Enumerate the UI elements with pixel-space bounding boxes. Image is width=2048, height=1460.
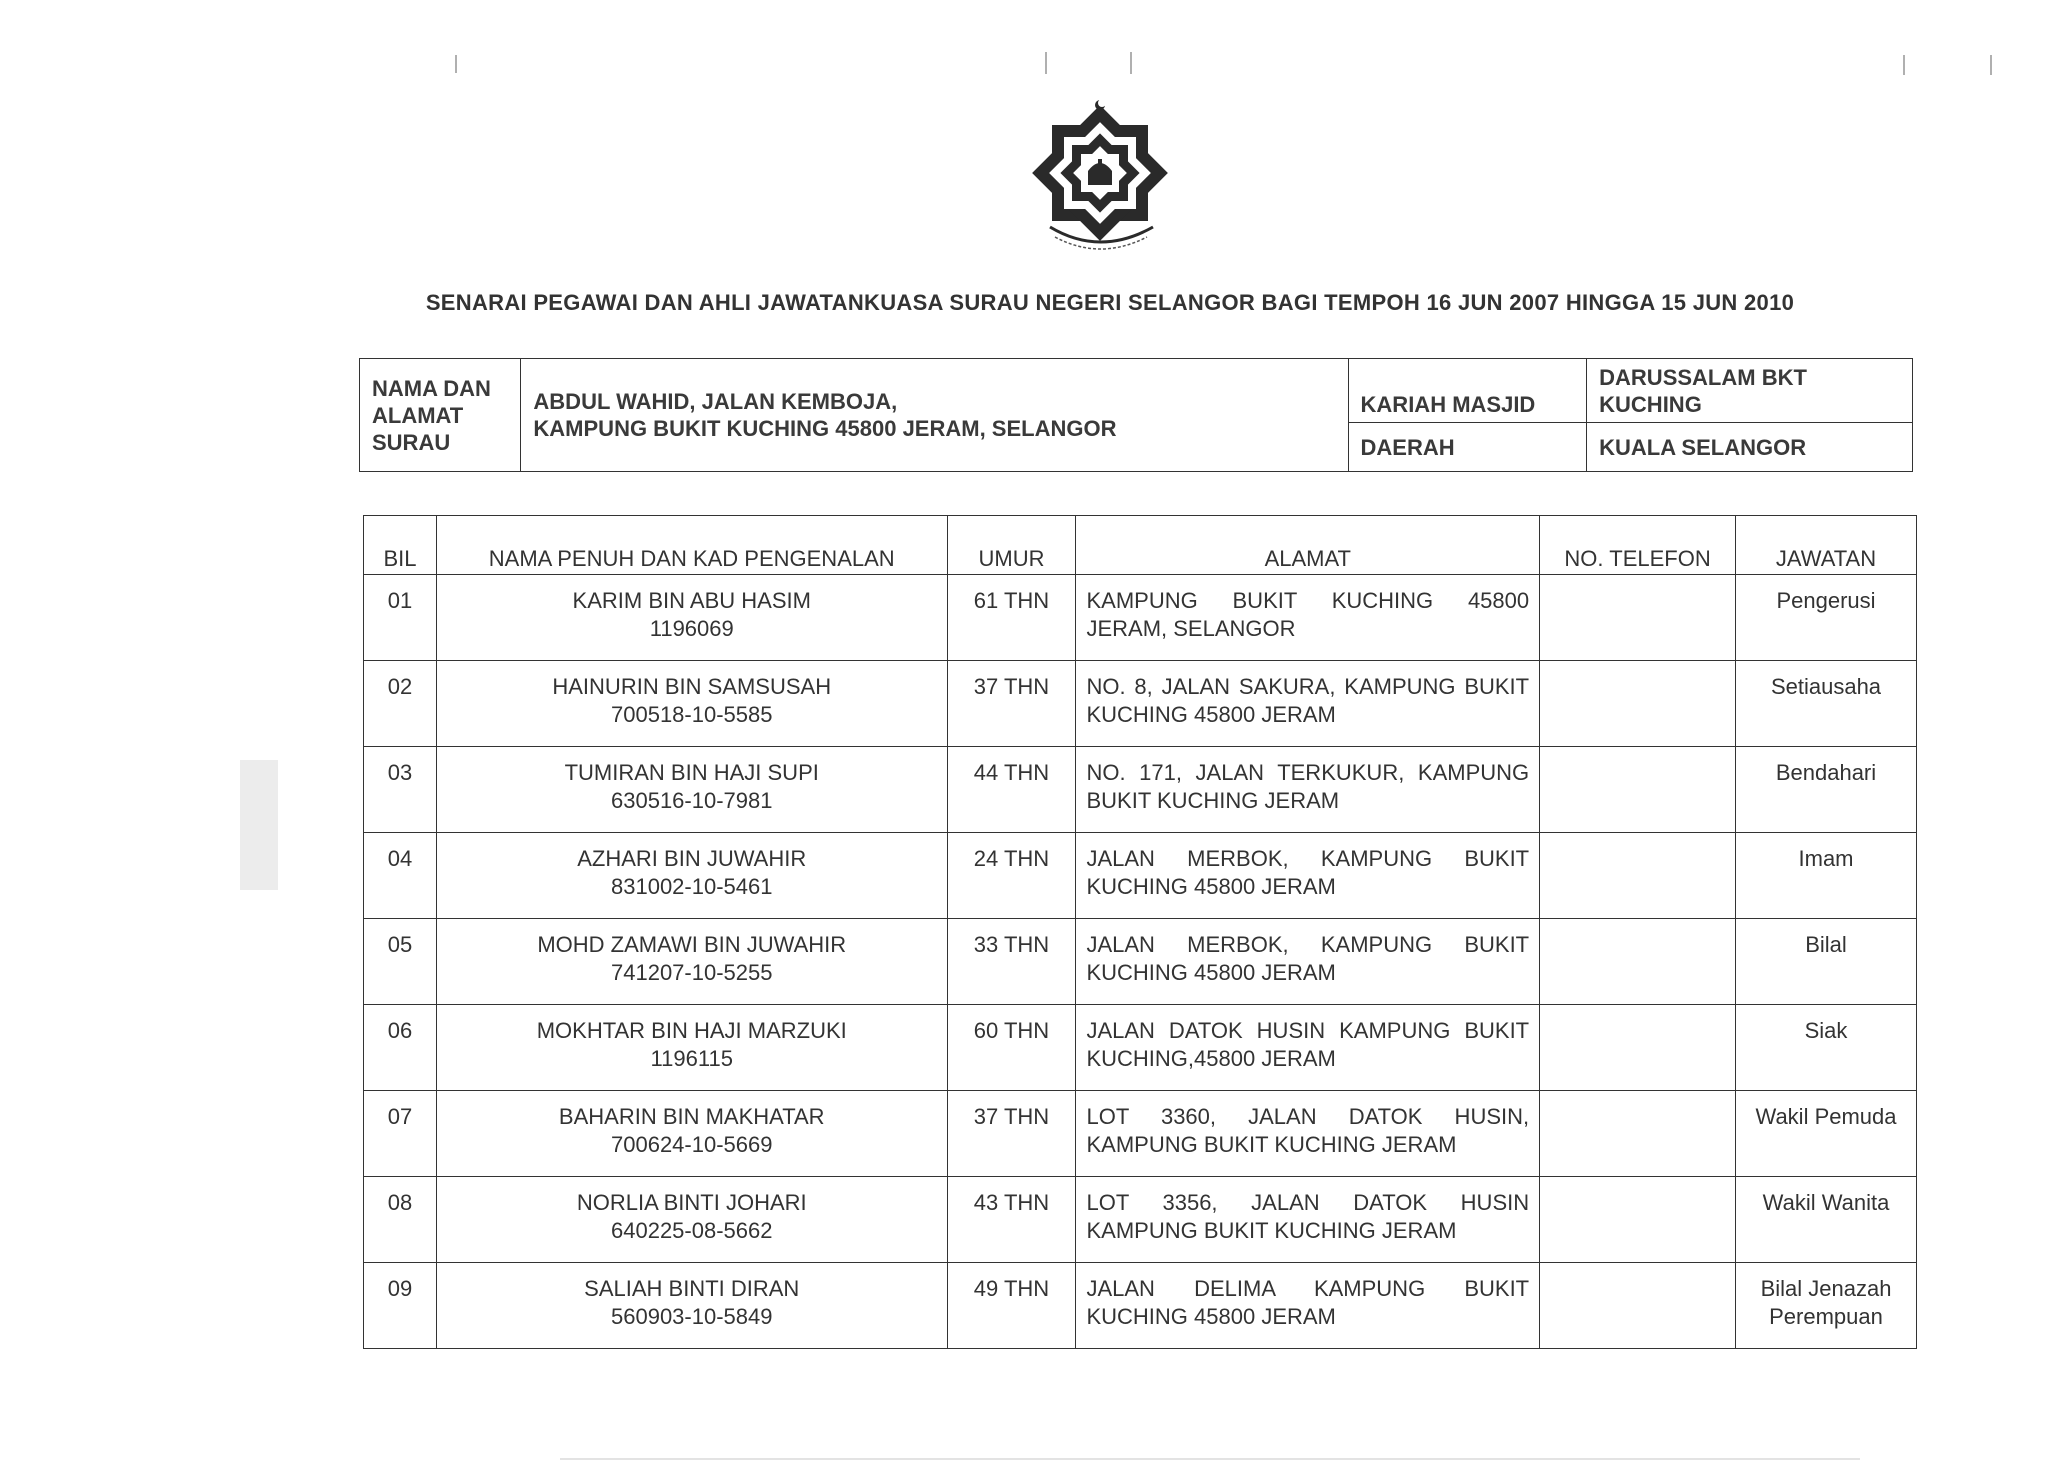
table-row [364,833,1917,919]
cell-jawatan: Siak [1736,1005,1917,1091]
cell-umur: 61 THN [947,575,1076,661]
cell-alamat: JALAN MERBOK, KAMPUNG BUKIT KUCHING 45800 JERAM [1076,919,1540,1005]
cell-alamat: LOT 3356, JALAN DATOK HUSIN KAMPUNG BUKIT KUCHING JERAM [1076,1177,1540,1263]
table-row [364,919,1917,1005]
member-name: AZHARI BIN JUWAHIR [577,846,807,871]
kariah-masjid-label: KARIAH MASJID [1348,359,1587,423]
cell-nama [436,1005,947,1091]
member-name: NORLIA BINTI JOHARI [576,1190,807,1215]
cell-nama [436,1177,947,1263]
cell-jawatan: Bilal Jenazah Perempuan [1736,1263,1917,1349]
table-row [364,747,1917,833]
cell-nama [436,1091,947,1177]
cell-nama [436,919,947,1005]
cell-telefon [1540,1005,1736,1091]
cell-jawatan: Pengerusi [1736,575,1917,661]
cell-telefon [1540,833,1736,919]
cell-nama [436,747,947,833]
scan-speck [1990,55,1992,75]
cell-jawatan: Wakil Wanita [1736,1177,1917,1263]
cell-jawatan: Imam [1736,833,1917,919]
cell-umur: 37 THN [947,1091,1076,1177]
document-title: SENARAI PEGAWAI DAN AHLI JAWATANKUASA SURAU NEGERI SELANGOR BAGI TEMPOH 16 JUN 2007 HINGGA 15 JUN 2010 [425,290,1795,315]
cell-nama [436,575,947,661]
member-name: TUMIRAN BIN HAJI SUPI [564,760,819,785]
cell-telefon [1540,1177,1736,1263]
cell-bil: 04 [364,833,437,919]
member-ic: 630516-10-7981 [611,788,773,813]
header-telefon: NO. TELEFON [1540,516,1736,575]
table-row [364,1005,1917,1091]
address-line-2: KAMPUNG BUKIT KUCHING 45800 JERAM, SELANGOR [533,416,1117,441]
table-row [364,1091,1917,1177]
cell-nama [436,833,947,919]
member-name: MOHD ZAMAWI BIN JUWAHIR [537,932,847,957]
cell-telefon [1540,1091,1736,1177]
header-nama: NAMA PENUH DAN KAD PENGENALAN [436,516,947,575]
cell-umur: 33 THN [947,919,1076,1005]
header-alamat: ALAMAT [1076,516,1540,575]
member-name: HAINURIN BIN SAMSUSAH [552,674,832,699]
cell-bil: 08 [364,1177,437,1263]
cell-alamat: JALAN DELIMA KAMPUNG BUKIT KUCHING 45800 JERAM [1076,1263,1540,1349]
cell-alamat: NO. 8, JALAN SAKURA, KAMPUNG BUKIT KUCHING 45800 JERAM [1076,661,1540,747]
header-umur: UMUR [947,516,1076,575]
nama-dan-alamat-value [521,359,1348,472]
table-row [364,575,1917,661]
header-bil: BIL [364,516,437,575]
committee-table [363,515,1917,1349]
cell-alamat: JALAN MERBOK, KAMPUNG BUKIT KUCHING 45800 JERAM [1076,833,1540,919]
cell-jawatan: Wakil Pemuda [1736,1091,1917,1177]
cell-bil: 09 [364,1263,437,1349]
cell-bil: 06 [364,1005,437,1091]
table-header-row [364,516,1917,575]
cell-alamat: KAMPUNG BUKIT KUCHING 45800 JERAM, SELANGOR [1076,575,1540,661]
kariah-masjid-value: DARUSSALAM BKT KUCHING [1587,359,1913,423]
member-name: SALIAH BINTI DIRAN [584,1276,800,1301]
member-name: KARIM BIN ABU HASIM [572,588,811,613]
header-jawatan: JAWATAN [1736,516,1917,575]
cell-umur: 44 THN [947,747,1076,833]
cell-telefon [1540,661,1736,747]
cell-nama [436,1263,947,1349]
cell-alamat: LOT 3360, JALAN DATOK HUSIN, KAMPUNG BUKIT KUCHING JERAM [1076,1091,1540,1177]
member-ic: 700518-10-5585 [611,702,773,727]
cell-umur: 24 THN [947,833,1076,919]
cell-bil: 05 [364,919,437,1005]
member-ic: 1196069 [649,616,734,641]
member-ic: 560903-10-5849 [611,1304,773,1329]
member-ic: 831002-10-5461 [611,874,773,899]
cell-jawatan: Bendahari [1736,747,1917,833]
member-ic: 1196115 [650,1046,733,1071]
scan-shadow [240,760,278,890]
cell-telefon [1540,747,1736,833]
daerah-value: KUALA SELANGOR [1587,423,1913,472]
daerah-label: DAERAH [1348,423,1587,472]
scan-speck [1130,52,1132,74]
cell-jawatan: Bilal [1736,919,1917,1005]
member-ic: 700624-10-5669 [611,1132,773,1157]
member-name: MOKHTAR BIN HAJI MARZUKI [536,1018,847,1043]
cell-alamat: JALAN DATOK HUSIN KAMPUNG BUKIT KUCHING,45800 JERAM [1076,1005,1540,1091]
cell-telefon [1540,919,1736,1005]
cell-bil: 02 [364,661,437,747]
member-ic: 640225-08-5662 [611,1218,773,1243]
address-line-1: ABDUL WAHID, JALAN KEMBOJA, [533,389,898,414]
member-name: BAHARIN BIN MAKHATAR [558,1104,825,1129]
cell-umur: 60 THN [947,1005,1076,1091]
table-row [364,1177,1917,1263]
cell-telefon [1540,575,1736,661]
surau-info-table [359,358,1913,472]
cell-bil: 03 [364,747,437,833]
scan-speck [455,55,457,73]
table-row [364,661,1917,747]
cell-bil: 01 [364,575,437,661]
nama-dan-alamat-label: NAMA DAN ALAMAT SURAU [360,359,521,472]
cell-alamat: NO. 171, JALAN TERKUKUR, KAMPUNG BUKIT KUCHING JERAM [1076,747,1540,833]
cell-bil: 07 [364,1091,437,1177]
table-row [364,1263,1917,1349]
cell-nama [436,661,947,747]
cell-umur: 49 THN [947,1263,1076,1349]
cell-jawatan: Setiausaha [1736,661,1917,747]
member-ic: 741207-10-5255 [611,960,773,985]
cell-umur: 37 THN [947,661,1076,747]
scan-speck [1045,52,1047,74]
cell-umur: 43 THN [947,1177,1076,1263]
majlis-agama-islam-selangor-emblem-icon [1025,95,1175,255]
scan-speck [1903,55,1905,75]
cell-telefon [1540,1263,1736,1349]
